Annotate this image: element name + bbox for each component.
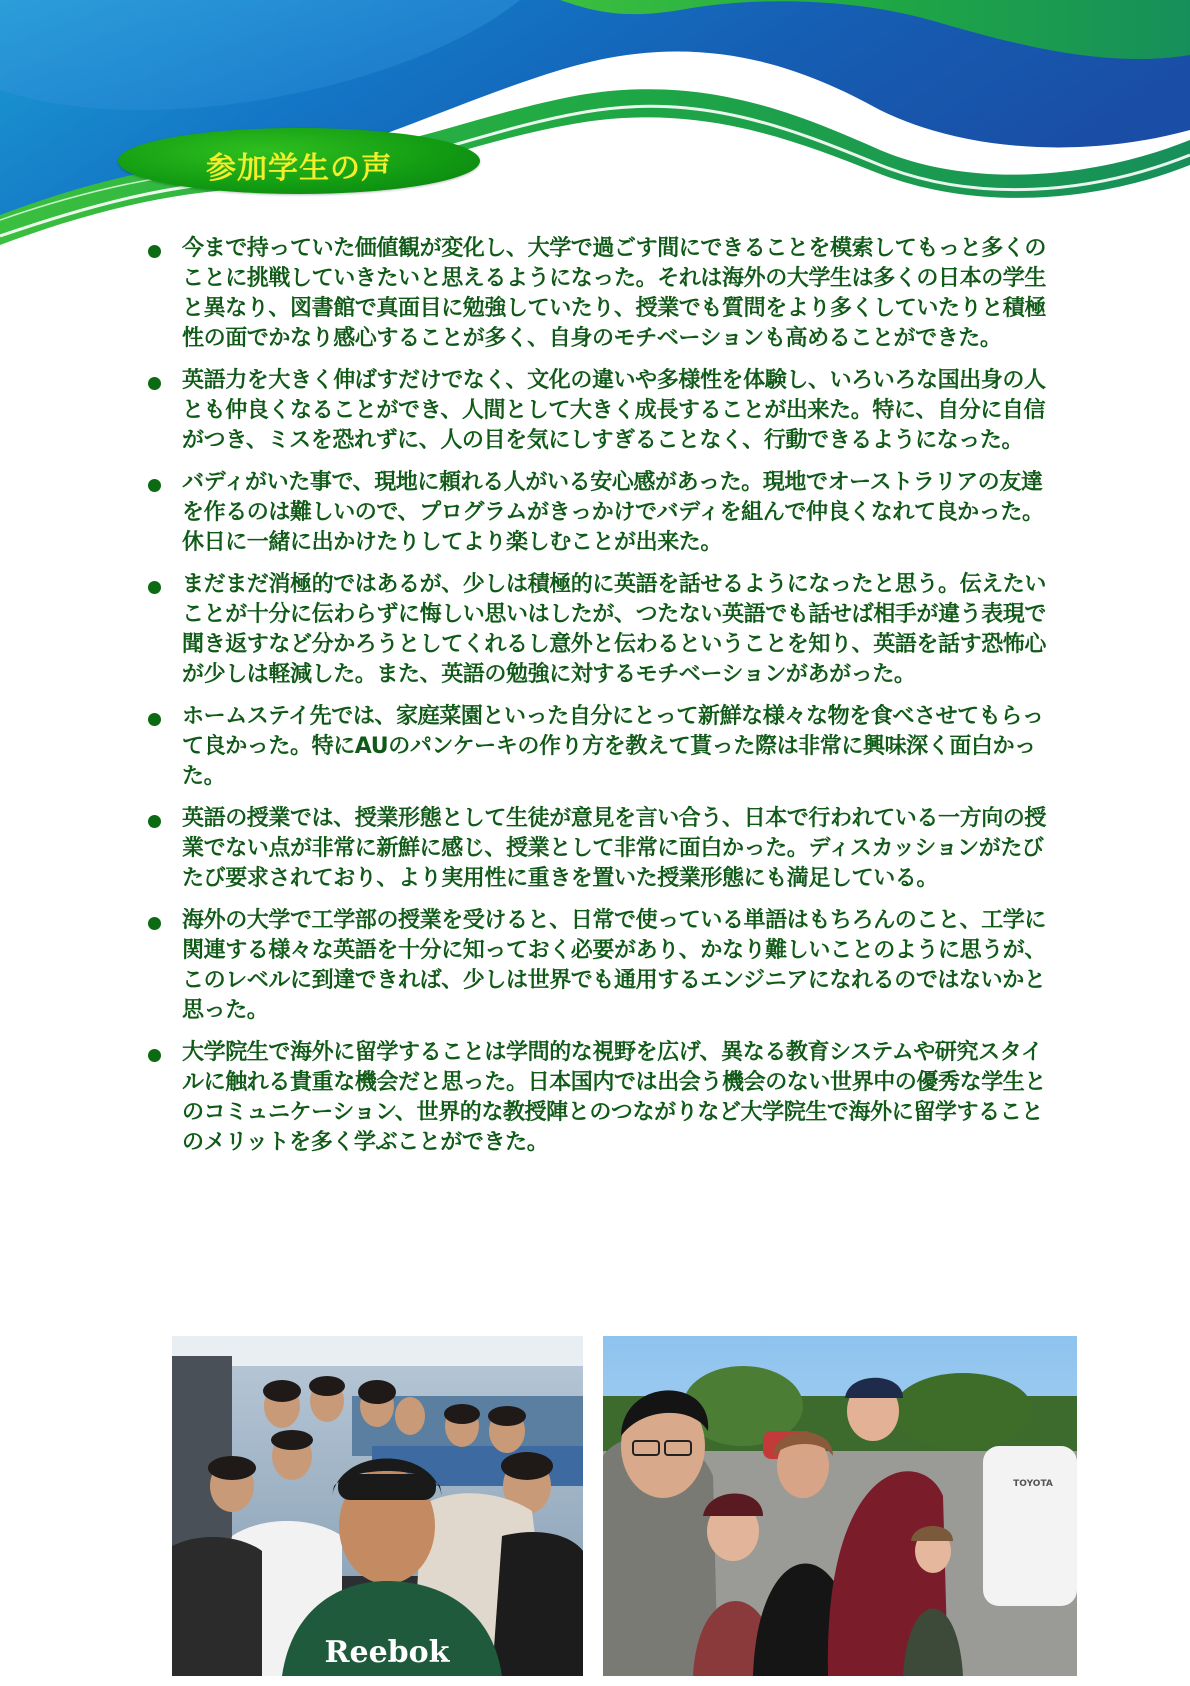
- voice-text: バディがいた事で、現地に頼れる人がいる安心感があった。現地でオーストラリアの友達を作るのは難しいので、プログラムがきっかけでバディを組んで仲良くなれて良かった。休日に一緒に出かけたりしてより楽しむことが出来た。: [182, 470, 1044, 555]
- bullet-icon: [148, 815, 161, 828]
- voice-text: 英語力を大きく伸ばすだけでなく、文化の違いや多様性を体験し、いろいろな国出身の人とも仲良くなることができ、人間として大きく成長することが出来た。特に、自分に自信がつき、ミスを恐れずに、人の目を気にしすぎることなく、行動できるようになった。: [182, 368, 1046, 453]
- bullet-icon: [148, 377, 161, 390]
- voice-item: [140, 234, 1062, 354]
- shirt-logo-text: Reebok: [324, 1635, 450, 1670]
- voice-item: [140, 804, 1062, 894]
- voice-item: [140, 366, 1062, 456]
- group-photo-left: [172, 1336, 583, 1676]
- voice-item: [140, 702, 1062, 792]
- bullet-icon: [148, 1049, 161, 1062]
- family-photo-right: [603, 1336, 1077, 1676]
- voice-item: [140, 1038, 1062, 1158]
- voice-text: 海外の大学で工学部の授業を受けると、日常で使っている単語はもちろんのこと、工学に関連する様々な英語を十分に知っておく必要があり、かなり難しいことのように思うが、このレベルに到達できれば、少しは世界でも通用するエンジニアになれるのではないかと思った。: [182, 908, 1047, 1023]
- bullet-icon: [148, 581, 161, 594]
- voice-item: [140, 906, 1062, 1026]
- voice-item: [140, 468, 1062, 558]
- bullet-icon: [148, 245, 161, 258]
- student-voices-list: [140, 234, 1060, 1158]
- bullet-icon: [148, 917, 161, 930]
- voice-item: [140, 570, 1062, 690]
- voice-text: ホームステイ先では、家庭菜園といった自分にとって新鮮な様々な物を食べさせてもらって良かった。特にAUのパンケーキの作り方を教えて貰った際は非常に興味深く面白かった。: [182, 704, 1044, 789]
- voice-text: まだまだ消極的ではあるが、少しは積極的に英語を話せるようになったと思う。伝えたいことが十分に伝わらずに悔しい思いはしたが、つたない英語でも話せば相手が違う表現で聞き返すなど分かろうとしてくれるし意外と伝わるということを知り、英語を話す恐怖心が少しは軽減した。また、英語の勉強に対するモチベーションがあがった。: [182, 572, 1047, 687]
- voice-text: 英語の授業では、授業形態として生徒が意見を言い合う、日本で行われている一方向の授業でない点が非常に新鮮に感じ、授業として非常に面白かった。ディスカッションがたびたび要求されており、より実用性に重きを置いた授業形態にも満足している。: [182, 806, 1047, 891]
- voice-text: 大学院生で海外に留学することは学問的な視野を広げ、異なる教育システムや研究スタイルに触れる貴重な機会だと思った。日本国内では出会う機会のない世界中の優秀な学生とのコミュニケーション、世界的な教授陣とのつながりなど大学院生で海外に留学することのメリットを多く学ぶことができた。: [182, 1040, 1047, 1155]
- page-title: 参加学生の声: [206, 151, 392, 186]
- vehicle-badge-text: TOYOTA: [1013, 1479, 1053, 1489]
- bullet-icon: [148, 713, 161, 726]
- voice-text: 今まで持っていた価値観が変化し、大学で過ごす間にできることを模索してもっと多くのことに挑戦していきたいと思えるようになった。それは海外の大学生は多くの日本の学生と異なり、図書館で真面目に勉強していたり、授業でも質問をより多くしていたりと積極性の面でかなり感心することが多く、自身のモチベーションも高めることができた。: [182, 236, 1047, 351]
- bullet-icon: [148, 479, 161, 492]
- header-wave-graphic: [0, 0, 1190, 260]
